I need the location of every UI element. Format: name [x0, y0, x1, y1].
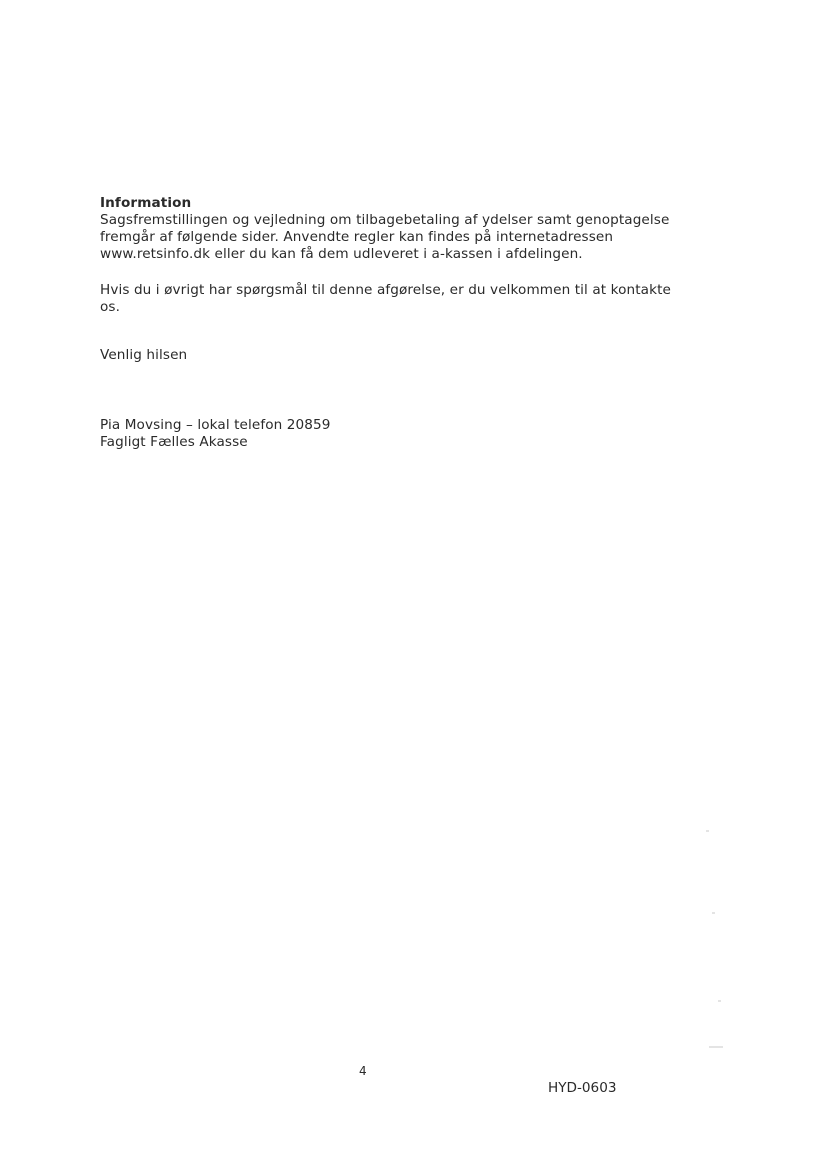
scan-speck — [712, 912, 715, 914]
scan-speck — [706, 830, 709, 832]
information-line-2: fremgår af følgende sider. Anvendte regler kan findes på internetadressen — [100, 229, 614, 245]
information-line-1: Sagsfremstillingen og vejledning om tilbagebetaling af ydelser samt genoptagelse — [100, 212, 670, 228]
document-code: HYD-0603 — [548, 1080, 617, 1096]
questions-line-2: os. — [100, 299, 121, 315]
scan-speck — [718, 1000, 721, 1002]
closing-greeting — [100, 347, 700, 364]
information-line-3: www.retsinfo.dk eller du kan få dem udleveret i a-kassen i afdelingen. — [100, 246, 583, 262]
signature-block — [100, 417, 700, 451]
information-section — [100, 195, 700, 263]
signature-contact: Pia Movsing – lokal telefon 20859 — [100, 417, 331, 433]
closing-text: Venlig hilsen — [100, 347, 188, 363]
information-heading: Information — [100, 195, 192, 211]
page-number: 4 — [359, 1064, 367, 1078]
questions-paragraph — [100, 282, 700, 316]
scan-speck — [709, 1046, 723, 1048]
questions-line-1: Hvis du i øvrigt har spørgsmål til denne afgørelse, er du velkommen til at kontakte — [100, 282, 671, 298]
signature-organization: Fagligt Fælles Akasse — [100, 434, 248, 450]
